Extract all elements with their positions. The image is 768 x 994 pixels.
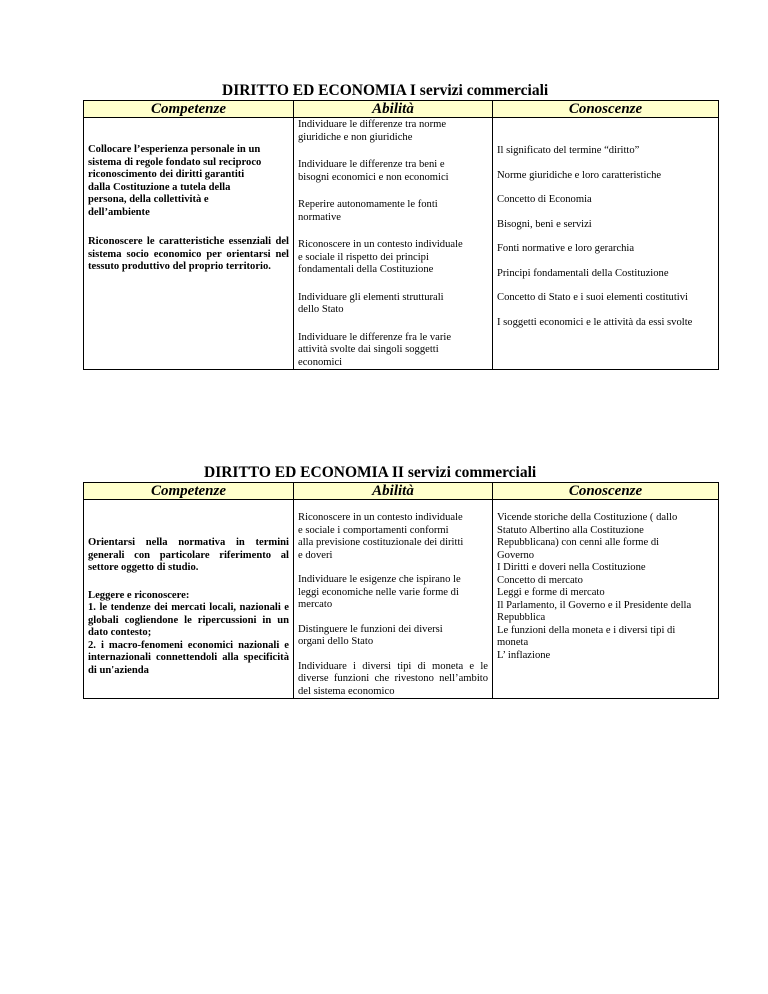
section-1-title: DIRITTO ED ECONOMIA I servizi commerciali: [222, 82, 549, 99]
header-conoscenze: Conoscenze: [493, 101, 719, 118]
conoscenza-text: Le funzioni della moneta e i diversi tipi di moneta: [497, 624, 676, 648]
section-1-abilita-cell: [294, 118, 493, 370]
conoscenza-text: Concetto di mercato: [497, 574, 583, 586]
competenza-text: Leggere e riconoscere:: [88, 589, 190, 601]
abilita-text: Individuare le differenze tra norme giuridiche e non giuridiche: [298, 119, 447, 143]
competenza-text: 2. i macro-fenomeni economici nazionali e internazionali connettendoli alla specificità di un'azienda: [88, 639, 289, 676]
abilita-text: Individuare gli elementi strutturali dello Stato: [298, 291, 444, 315]
conoscenza-text: I Diritti e doveri nella Costituzione: [497, 562, 646, 573]
conoscenza-text: Concetto di Stato e i suoi elementi costitutivi: [497, 292, 688, 303]
conoscenza-text: Vicende storiche della Costituzione ( dallo Statuto Albertino alla Costituzione Repubblicana) con cenni alle forme di Governo: [497, 512, 678, 561]
conoscenza-text: Principi fondamentali della Costituzione: [497, 267, 669, 279]
conoscenza-text: Leggi e forme di mercato: [497, 587, 605, 598]
competenza-text: Orientarsi nella normativa in termini generali con particolare riferimento al settore oggetto di studio.: [88, 537, 289, 573]
header-competenze: Competenze: [84, 483, 294, 500]
section-2-title: DIRITTO ED ECONOMIA II servizi commerciali: [204, 464, 537, 481]
abilita-text: Distinguere le funzioni dei diversi organi dello Stato: [298, 623, 443, 647]
competenza-text: 1. le tendenze dei mercati locali, nazionali e globali cogliendone le ripercussioni in un dato contesto;: [88, 602, 289, 638]
abilita-text: Individuare le differenze fra le varie attività svolte dai singoli soggetti economici: [298, 331, 452, 368]
conoscenza-text: Il significato del termine “diritto”: [497, 145, 640, 156]
abilita-text: Individuare i diversi tipi di moneta e le diverse funzioni che rivestono nell’ambito del sistema economico: [298, 660, 488, 697]
conoscenza-text: Norme giuridiche e loro caratteristiche: [497, 169, 662, 181]
header-conoscenze: Conoscenze: [493, 483, 719, 500]
conoscenza-text: Concetto di Economia: [497, 194, 592, 205]
section-1-table: [83, 100, 719, 370]
section-2-abilita-cell: [294, 500, 493, 699]
abilita-text: Riconoscere in un contesto individuale e sociale i comportamenti conformi alla previsione costituzionale dei diritti e doveri: [298, 512, 464, 561]
section-2-conoscenze-cell: [493, 500, 719, 699]
abilita-text: Individuare le differenze tra beni e bisogni economici e non economici: [298, 159, 449, 183]
abilita-text: Reperire autonomamente le fonti normative: [298, 199, 438, 223]
section-1-content-row: [84, 118, 719, 370]
abilita-text: Individuare le esigenze che ispirano le leggi economiche nelle varie forme di mercato: [298, 574, 461, 610]
section-2-content-row: [84, 500, 719, 699]
section-2-competenze-cell: [84, 500, 294, 699]
conoscenza-text: Il Parlamento, il Governo e il Presidente della Repubblica: [497, 599, 692, 623]
section-2-header-row: [84, 483, 719, 500]
header-abilita: Abilità: [294, 101, 493, 118]
conoscenza-text: Fonti normative e loro gerarchia: [497, 243, 635, 254]
section-2-table: [83, 482, 719, 699]
conoscenza-text: I soggetti economici e le attività da essi svolte: [497, 316, 693, 328]
section-1-conoscenze-cell: [493, 118, 719, 370]
conoscenza-text: Bisogni, beni e servizi: [497, 218, 592, 230]
competenza-text: Riconoscere le caratteristiche essenziali del sistema socio economico per orientarsi nel tessuto produttivo del proprio territorio.: [88, 236, 289, 272]
section-1-competenze-cell: [84, 118, 294, 370]
conoscenza-text: L’ inflazione: [497, 649, 551, 661]
competenza-text: Collocare l’esperienza personale in un sistema di regole fondato sul reciproco riconoscimento dei diritti garantiti dalla Costituzione a tutela della persona, della collettività e dell’ambiente: [88, 144, 262, 218]
section-1-header-row: [84, 101, 719, 118]
header-competenze: Competenze: [84, 101, 294, 118]
abilita-text: Riconoscere in un contesto individuale e sociale il rispetto dei principi fondamentali della Costituzione: [298, 239, 463, 275]
header-abilita: Abilità: [294, 483, 493, 500]
